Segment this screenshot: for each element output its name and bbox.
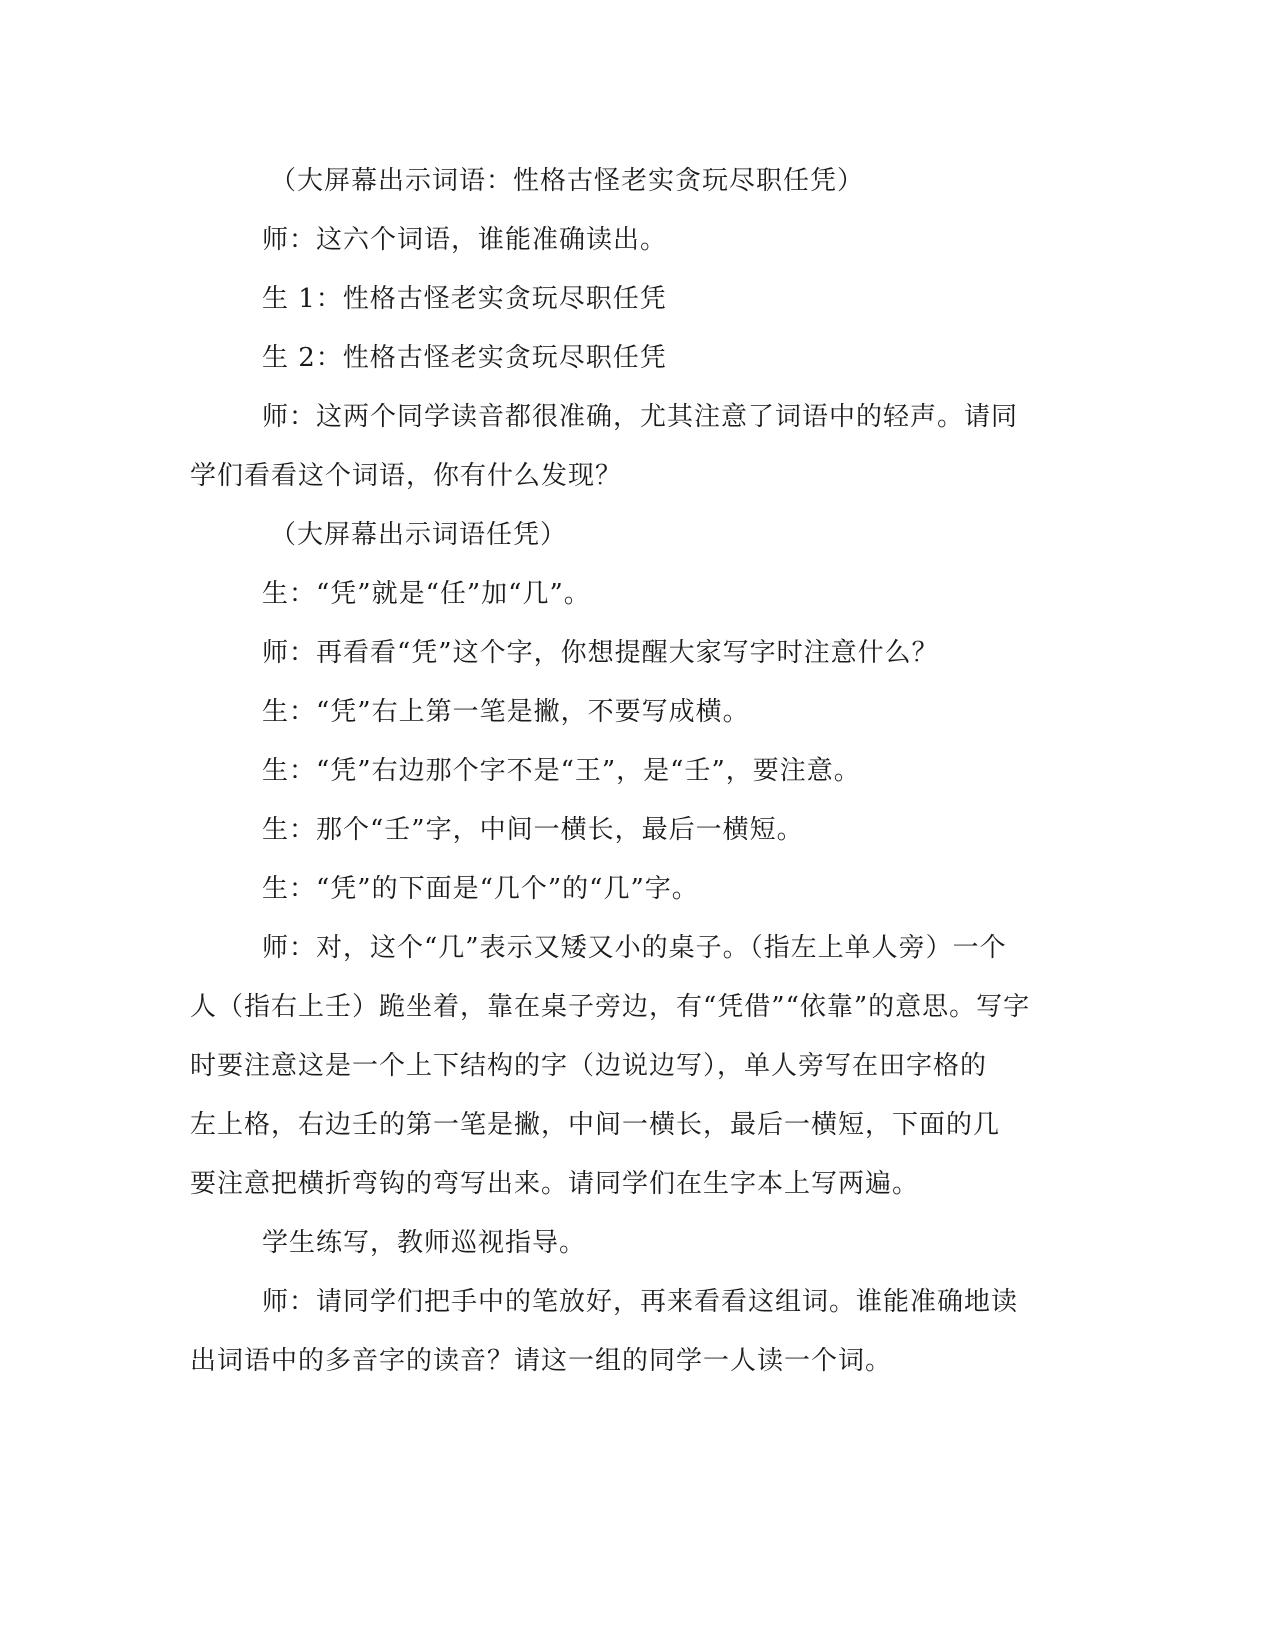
paragraph-line: （大屏幕出示词语：性格古怪老实贪玩尽职任凭） (270, 166, 865, 196)
paragraph-line: 师：再看看“凭”这个字，你想提醒大家写字时注意什么？ (262, 638, 939, 668)
paragraph-line: 生：“凭”的下面是“几个”的“几”字。 (262, 874, 699, 904)
paragraph-line: 师：请同学们把手中的笔放好，再来看看这组词。谁能准确地读 (262, 1287, 1019, 1317)
paragraph-line: 师：这两个同学读音都很准确，尤其注意了词语中的轻声。请同 (262, 402, 1019, 432)
paragraph-line: 人（指右上壬）跪坐着，靠在桌子旁边，有“凭借”“依靠”的意思。写字 (190, 992, 1031, 1022)
paragraph-line: 生：“凭”就是“任”加“几”。 (262, 579, 591, 609)
paragraph-line: 学生练写，教师巡视指导。 (262, 1228, 587, 1258)
paragraph-line: 学们看看这个词语，你有什么发现？ (190, 461, 623, 491)
paragraph-line: 左上格，右边壬的第一笔是撇，中间一横长，最后一横短，下面的几 (190, 1110, 1001, 1140)
paragraph-line: 师：这六个词语，谁能准确读出。 (262, 225, 668, 255)
paragraph-line: 师：对，这个“几”表示又矮又小的桌子。（指左上单人旁）一个 (262, 933, 1007, 963)
paragraph-line: 生：那个“壬”字，中间一横长，最后一横短。 (262, 815, 804, 845)
paragraph-line: 生：“凭”右边那个字不是“王”，是“壬”，要注意。 (262, 756, 861, 786)
paragraph-line: 出词语中的多音字的读音？请这一组的同学一人读一个词。 (190, 1346, 893, 1376)
paragraph-line: 生 1：性格古怪老实贪玩尽职任凭 (262, 284, 667, 314)
paragraph-line: 要注意把横折弯钩的弯写出来。请同学们在生字本上写两遍。 (190, 1169, 920, 1199)
paragraph-line: （大屏幕出示词语任凭） (270, 520, 568, 550)
paragraph-line: 生：“凭”右上第一笔是撇，不要写成横。 (262, 697, 750, 727)
paragraph-line: 时要注意这是一个上下结构的字（边说边写），单人旁写在田字格的 (190, 1051, 988, 1081)
paragraph-line: 生 2：性格古怪老实贪玩尽职任凭 (262, 343, 667, 373)
